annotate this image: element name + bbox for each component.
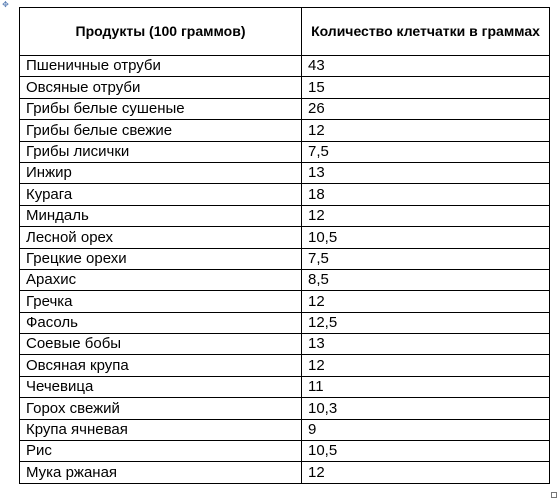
table-row xyxy=(20,184,550,205)
product-cell: Грецкие орехи xyxy=(20,248,302,269)
product-cell: Соевые бобы xyxy=(20,334,302,355)
product-cell: Рис xyxy=(20,441,302,462)
table-row xyxy=(20,56,550,77)
fiber-value-cell: 10,5 xyxy=(302,227,550,248)
table-row xyxy=(20,120,550,141)
product-cell: Чечевица xyxy=(20,376,302,397)
product-cell: Овсяная крупа xyxy=(20,355,302,376)
product-cell: Крупа ячневая xyxy=(20,419,302,440)
fiber-value-cell: 12 xyxy=(302,205,550,226)
fiber-value-cell: 12 xyxy=(302,291,550,312)
product-cell: Курага xyxy=(20,184,302,205)
fiber-value-cell: 12 xyxy=(302,355,550,376)
table-row xyxy=(20,98,550,119)
fiber-value-cell: 10,3 xyxy=(302,398,550,419)
table-row xyxy=(20,162,550,183)
fiber-value-cell: 11 xyxy=(302,376,550,397)
header-products: Продукты (100 граммов) xyxy=(20,8,302,56)
table-row xyxy=(20,248,550,269)
fiber-value-cell: 10,5 xyxy=(302,441,550,462)
product-cell: Грибы белые свежие xyxy=(20,120,302,141)
fiber-content-table xyxy=(19,7,550,484)
fiber-value-cell: 9 xyxy=(302,419,550,440)
fiber-value-cell: 13 xyxy=(302,162,550,183)
product-cell: Инжир xyxy=(20,162,302,183)
table-row xyxy=(20,398,550,419)
product-cell: Фасоль xyxy=(20,312,302,333)
product-cell: Лесной орех xyxy=(20,227,302,248)
table-row xyxy=(20,419,550,440)
table-row xyxy=(20,291,550,312)
table-row xyxy=(20,269,550,290)
fiber-value-cell: 12,5 xyxy=(302,312,550,333)
table-header-row xyxy=(20,8,550,56)
table-row xyxy=(20,441,550,462)
fiber-value-cell: 18 xyxy=(302,184,550,205)
product-cell: Гречка xyxy=(20,291,302,312)
table-row xyxy=(20,462,550,483)
product-cell: Овсяные отруби xyxy=(20,77,302,98)
product-cell: Горох свежий xyxy=(20,398,302,419)
table-row xyxy=(20,376,550,397)
fiber-value-cell: 7,5 xyxy=(302,141,550,162)
fiber-value-cell: 26 xyxy=(302,98,550,119)
product-cell: Миндаль xyxy=(20,205,302,226)
product-cell: Грибы белые сушеные xyxy=(20,98,302,119)
fiber-value-cell: 7,5 xyxy=(302,248,550,269)
product-cell: Арахис xyxy=(20,269,302,290)
fiber-value-cell: 12 xyxy=(302,120,550,141)
table-row xyxy=(20,77,550,98)
fiber-value-cell: 13 xyxy=(302,334,550,355)
table-move-handle-icon[interactable]: ✥ xyxy=(2,0,9,9)
table-row xyxy=(20,334,550,355)
header-fiber-amount: Количество клетчатки в граммах xyxy=(302,8,550,56)
table-row xyxy=(20,355,550,376)
fiber-value-cell: 8,5 xyxy=(302,269,550,290)
fiber-value-cell: 43 xyxy=(302,56,550,77)
table-resize-handle-icon[interactable] xyxy=(551,492,557,498)
product-cell: Мука ржаная xyxy=(20,462,302,483)
table-row xyxy=(20,205,550,226)
product-cell: Пшеничные отруби xyxy=(20,56,302,77)
fiber-value-cell: 15 xyxy=(302,77,550,98)
table-row xyxy=(20,227,550,248)
table-row xyxy=(20,312,550,333)
fiber-value-cell: 12 xyxy=(302,462,550,483)
table-row xyxy=(20,141,550,162)
product-cell: Грибы лисички xyxy=(20,141,302,162)
